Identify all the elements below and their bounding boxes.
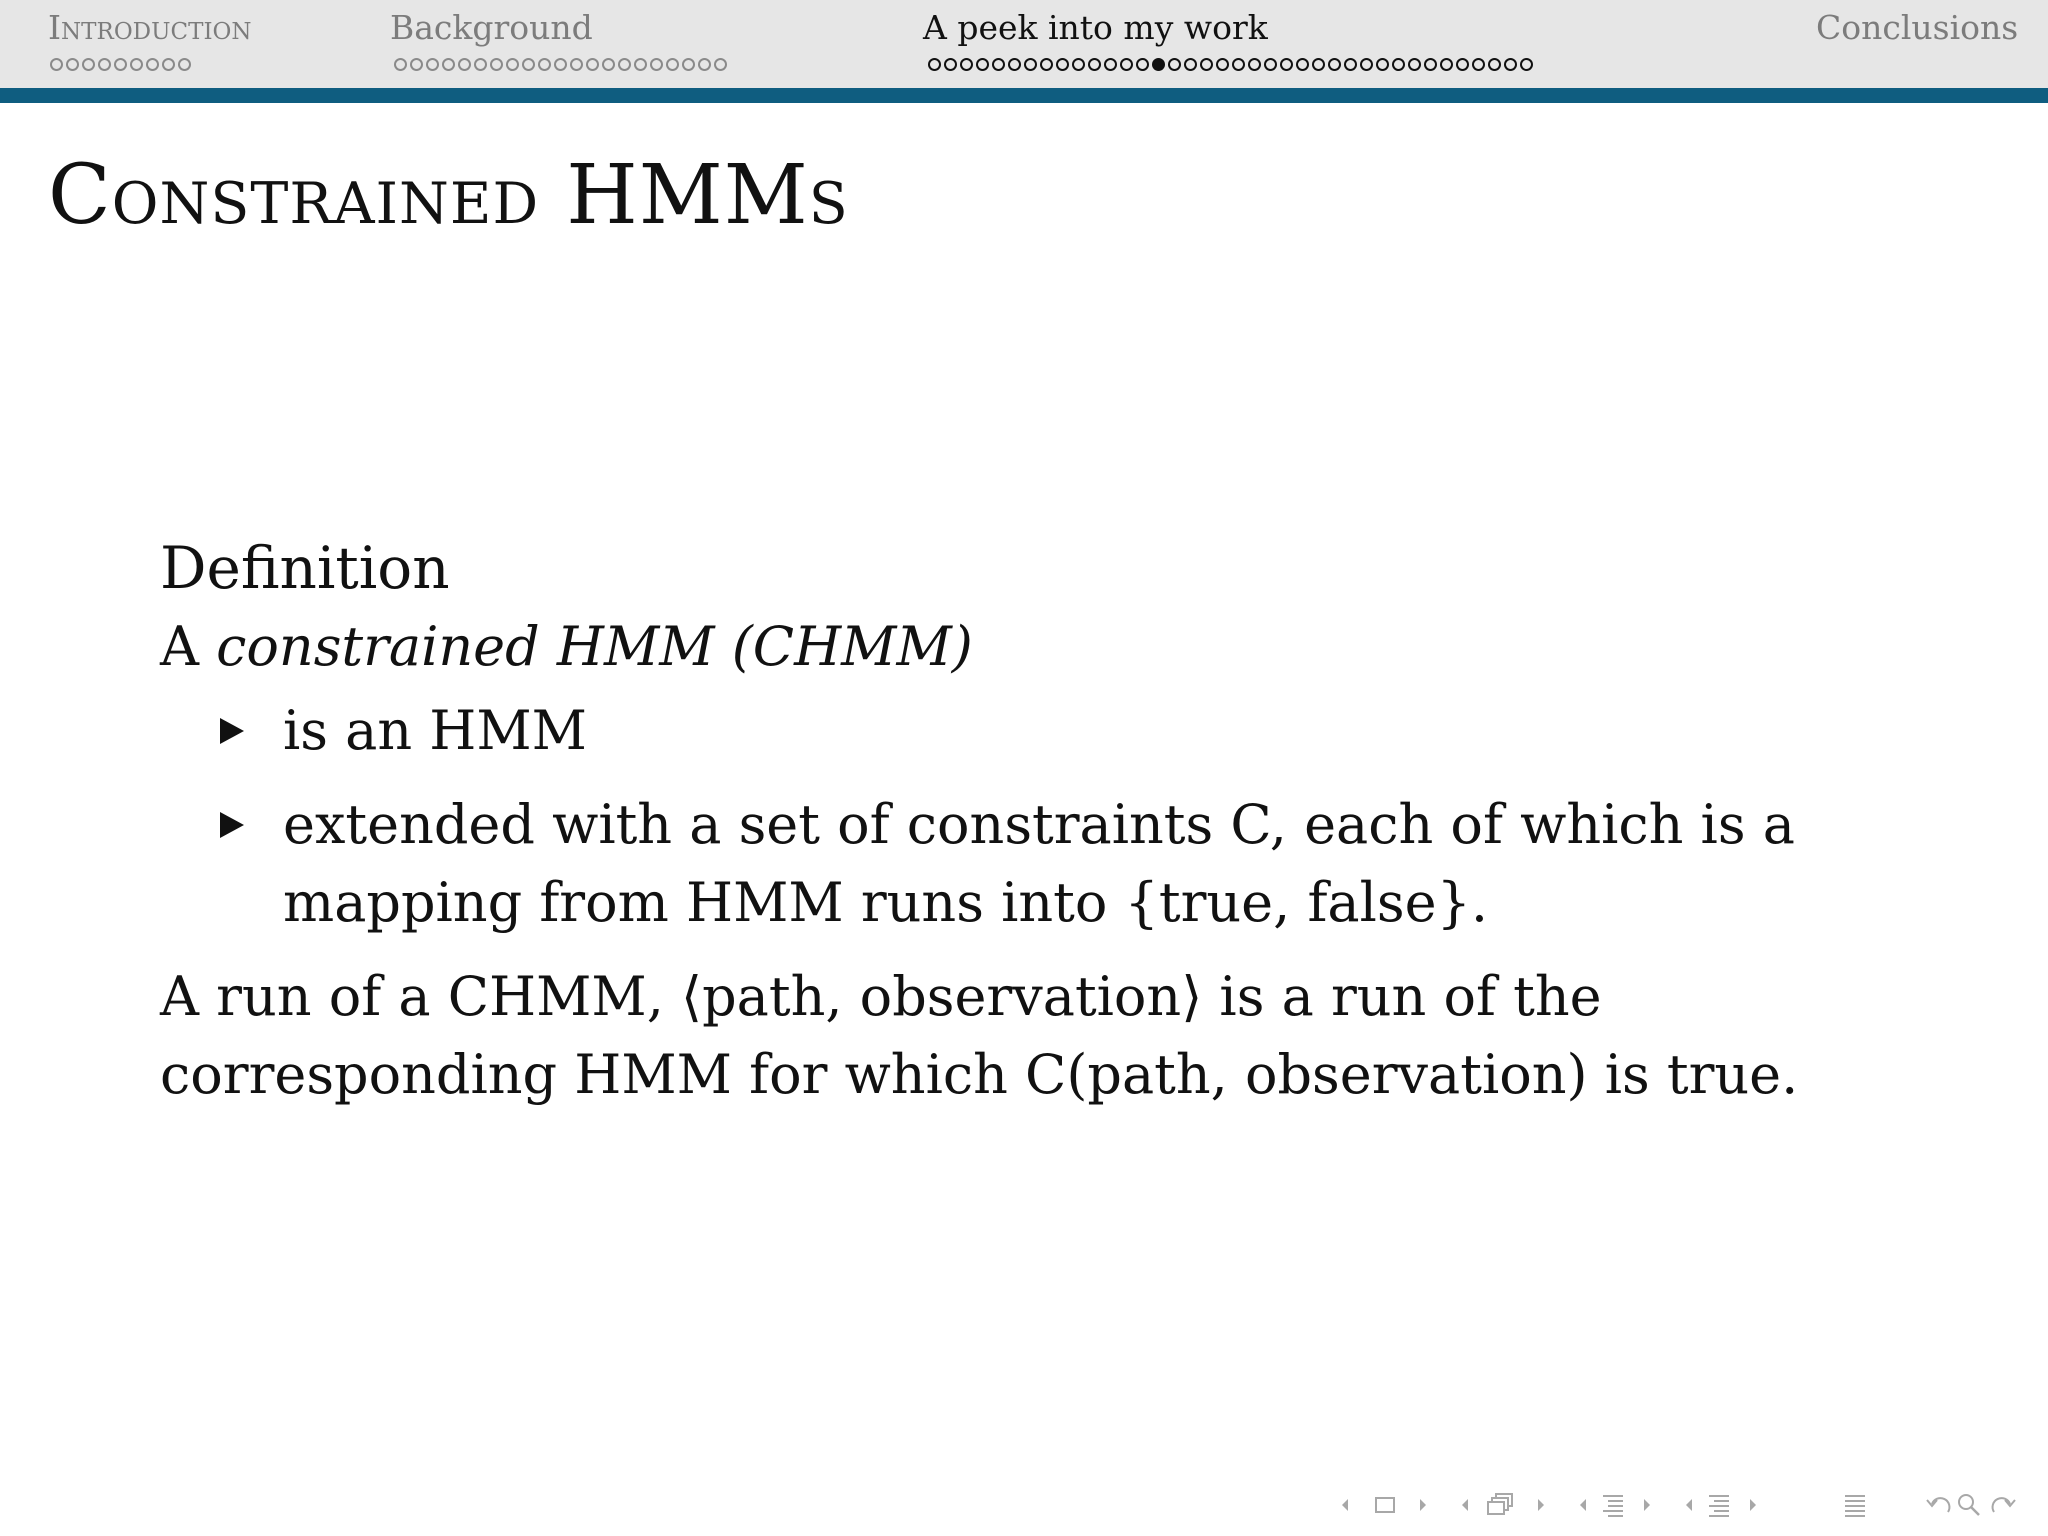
frame-dot[interactable] <box>554 58 567 71</box>
frame-dot[interactable] <box>1024 58 1037 71</box>
frame-dot[interactable] <box>1360 58 1373 71</box>
frame-dot[interactable] <box>1440 58 1453 71</box>
frame-dot[interactable] <box>1120 58 1133 71</box>
definition-item-text: is an HMM <box>283 699 587 762</box>
frame-dot[interactable] <box>1184 58 1197 71</box>
frame-dot[interactable] <box>1280 58 1293 71</box>
frame-dot[interactable] <box>1520 58 1533 71</box>
frame-dot[interactable] <box>1376 58 1389 71</box>
frame-dot[interactable] <box>458 58 471 71</box>
frame-dot[interactable] <box>50 58 63 71</box>
nav-section-title[interactable]: Introduction <box>48 8 252 47</box>
nav-section-background[interactable] <box>390 8 593 48</box>
section-icon[interactable] <box>1600 1488 1626 1522</box>
frame-dot[interactable] <box>1488 58 1501 71</box>
frame-dot[interactable] <box>178 58 191 71</box>
frame-dot[interactable] <box>1296 58 1309 71</box>
frame-dot[interactable] <box>1168 58 1181 71</box>
frame-dot[interactable] <box>602 58 615 71</box>
arrow-left-icon[interactable] <box>1578 1488 1588 1522</box>
frame-dot[interactable] <box>976 58 989 71</box>
frame-dot[interactable] <box>442 58 455 71</box>
arrow-right-icon[interactable] <box>1642 1488 1652 1522</box>
frame-dot[interactable] <box>1344 58 1357 71</box>
frame-dot[interactable] <box>650 58 663 71</box>
frame-dot[interactable] <box>960 58 973 71</box>
frame-dot[interactable] <box>506 58 519 71</box>
frame-dot[interactable] <box>82 58 95 71</box>
redo-icon[interactable] <box>1988 1488 2018 1522</box>
frame-dot[interactable] <box>162 58 175 71</box>
definition-item-list <box>160 692 1880 942</box>
frame-dot[interactable] <box>1504 58 1517 71</box>
definition-item <box>160 786 1880 942</box>
frame-dot[interactable] <box>1040 58 1053 71</box>
frame-dot[interactable] <box>394 58 407 71</box>
frame-dot[interactable] <box>1200 58 1213 71</box>
navigation-bar-divider <box>0 88 2048 103</box>
frame-dot[interactable] <box>1264 58 1277 71</box>
frame-title: Constrained HMMs <box>48 148 849 243</box>
triangle-bullet-icon <box>220 718 244 744</box>
frame-dot[interactable] <box>1456 58 1469 71</box>
search-icon[interactable] <box>1956 1488 1982 1522</box>
arrow-right-icon[interactable] <box>1418 1488 1428 1522</box>
run-definition-text: A run of a CHMM, ⟨path, observation⟩ is a run of the corresponding HMM for which C(path, observation) is true. <box>160 965 1799 1106</box>
frame-dot[interactable] <box>410 58 423 71</box>
frame-dot[interactable] <box>490 58 503 71</box>
frame-dot[interactable] <box>114 58 127 71</box>
current-frame-dot[interactable] <box>1152 58 1165 71</box>
frame-dot[interactable] <box>1312 58 1325 71</box>
frame-dot[interactable] <box>928 58 941 71</box>
definition-item-text: extended with a set of constraints C, each of which is a mapping from HMM runs into {true, false}. <box>283 793 1795 934</box>
definition-intro <box>160 608 1880 686</box>
arrow-left-icon[interactable] <box>1460 1488 1470 1522</box>
frame-dot[interactable] <box>146 58 159 71</box>
arrow-right-icon[interactable] <box>1536 1488 1546 1522</box>
frame-dot[interactable] <box>992 58 1005 71</box>
definition-term: constrained HMM (CHMM) <box>216 615 973 678</box>
frame-dot[interactable] <box>1056 58 1069 71</box>
undo-icon[interactable] <box>1924 1488 1954 1522</box>
frame-dot[interactable] <box>570 58 583 71</box>
frame-dot[interactable] <box>538 58 551 71</box>
nav-section-title[interactable]: A peek into my work <box>923 8 1268 47</box>
frame-dot[interactable] <box>1472 58 1485 71</box>
definition-heading: Definition <box>160 534 450 602</box>
subsection-icon[interactable] <box>1484 1488 1516 1522</box>
frame-dot[interactable] <box>1088 58 1101 71</box>
triangle-bullet-icon <box>220 812 244 838</box>
frame-dot[interactable] <box>634 58 647 71</box>
nav-section-dots-background <box>394 58 727 71</box>
definition-block <box>160 528 1880 1114</box>
frame-dot[interactable] <box>1408 58 1421 71</box>
frame-dot[interactable] <box>1072 58 1085 71</box>
frame-dot[interactable] <box>1248 58 1261 71</box>
frame-dot[interactable] <box>1008 58 1021 71</box>
frame-dot[interactable] <box>698 58 711 71</box>
frame-dot[interactable] <box>1328 58 1341 71</box>
frame-dot[interactable] <box>618 58 631 71</box>
definition-intro-prefix: A <box>160 615 217 678</box>
nav-section-dots-peek-into-work <box>928 58 1533 71</box>
frame-dot[interactable] <box>426 58 439 71</box>
frame-dot[interactable] <box>714 58 727 71</box>
arrow-right-icon[interactable] <box>1748 1488 1758 1522</box>
nav-section-introduction[interactable] <box>48 8 252 48</box>
definition-item <box>160 692 1880 770</box>
frame-icon[interactable] <box>1374 1488 1396 1522</box>
frame-dot[interactable] <box>1216 58 1229 71</box>
nav-section-peek-into-work[interactable] <box>923 8 1268 48</box>
frame-dot[interactable] <box>682 58 695 71</box>
frame-dot[interactable] <box>1424 58 1437 71</box>
frame-dot[interactable] <box>130 58 143 71</box>
frame-dot[interactable] <box>98 58 111 71</box>
frame-dot[interactable] <box>1104 58 1117 71</box>
nav-section-title[interactable]: Background <box>390 8 593 47</box>
appendix-icon[interactable] <box>1842 1488 1868 1522</box>
frame-dot[interactable] <box>1392 58 1405 71</box>
nav-section-conclusions[interactable] <box>1816 8 2018 48</box>
frame-dot[interactable] <box>474 58 487 71</box>
frame-dot[interactable] <box>586 58 599 71</box>
document-icon[interactable] <box>1706 1488 1732 1522</box>
frame-dot[interactable] <box>666 58 679 71</box>
nav-section-dots-introduction <box>50 58 191 71</box>
frame-dot[interactable] <box>1136 58 1149 71</box>
frame-dot[interactable] <box>944 58 957 71</box>
arrow-left-icon[interactable] <box>1684 1488 1694 1522</box>
frame-dot[interactable] <box>1232 58 1245 71</box>
frame-dot[interactable] <box>66 58 79 71</box>
frame-dot[interactable] <box>522 58 535 71</box>
arrow-left-icon[interactable] <box>1340 1488 1350 1522</box>
beamer-navigation-symbols <box>1332 1488 2032 1522</box>
nav-section-title[interactable]: Conclusions <box>1816 8 2019 47</box>
